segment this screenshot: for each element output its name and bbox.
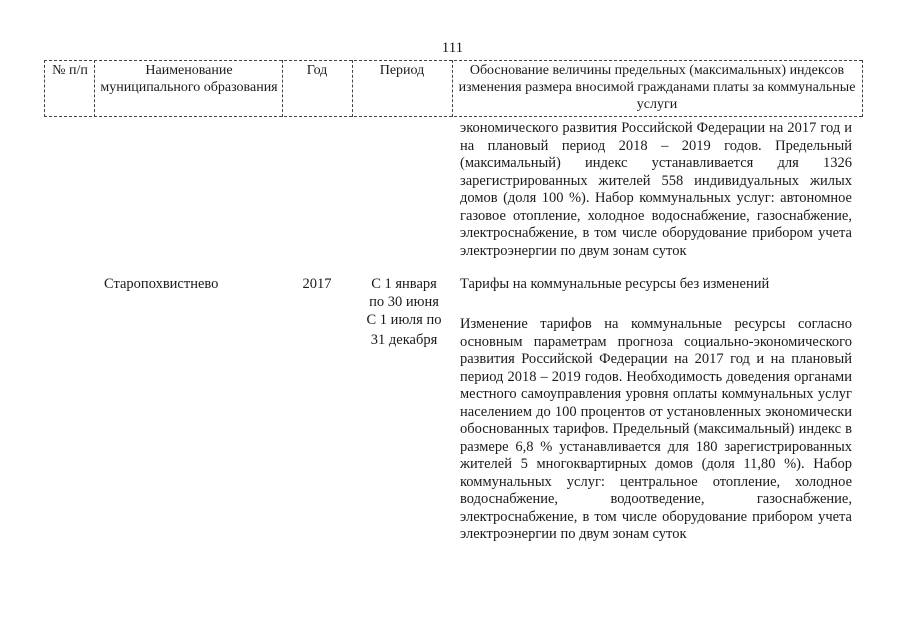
justification-second-half: Изменение тарифов на коммунальные ресурсы согласно основным параметрам прогноза социально-экономического развития Российской Федерации на 2017 год и на плановый период 2018 – 2019 годов. Необходимость доведения органами местного самоуправления уровня оплаты коммунальных услуг населением до 100 процентов от установленных экономически обоснованных тарифов. Предельный (максимальный) индекс в размере 6,8 % устанавливается для 180 зарегистрированных жителей 5 многоквартирных домов (доля 11,80 %). Набор коммунальных услуг: центральное отопление, холодное водоснабжение, водоотведение, газоснабжение, электроснабжение, в том числе оборудование прибором учета электроэнергии по двум зонам суток: [460, 316, 852, 542]
column-divider: [352, 60, 353, 117]
header-period: Период: [379, 63, 425, 78]
page-number: 111: [441, 40, 464, 56]
continuation-text: экономического развития Российской Федерации на 2017 год и на плановый период 2018 – 2019 годов. Предельный (максимальный) индекс устанавливается для 1326 зарегистрированных жителей 558 индивидуальных жилых домов (доля 100 %). Набор коммунальных услуг: автономное газовое отопление, холодное водоснабжение, газоснабжение, электроснабжение, в том числе оборудование прибором учета электроэнергии по двум зонам суток: [460, 120, 852, 259]
header-number: № п/п: [52, 63, 88, 78]
column-divider: [282, 60, 283, 117]
table-header-top-rule: [44, 60, 862, 61]
column-divider: [452, 60, 453, 117]
municipality-name: Старопохвистнево: [104, 276, 219, 292]
justification-second-half-cell: [460, 316, 852, 544]
row-year: 2017: [302, 276, 332, 292]
period-second-half: С 1 июля по 31 декабря: [366, 312, 442, 348]
continuation-text-cell: [460, 120, 852, 260]
header-justification: Обоснование величины предельных (максимальных) индексов изменения размера вносимой гражданами платы за коммунальные услуги: [458, 63, 856, 112]
column-divider: [862, 60, 863, 117]
column-divider: [94, 60, 95, 117]
header-year: Год: [306, 63, 328, 78]
justification-first-half-cell: [460, 276, 852, 294]
header-municipality: Наименование муниципального образования: [100, 63, 278, 95]
period-first-half: С 1 января по 30 июня: [369, 276, 439, 310]
table-header-bottom-rule: [44, 116, 862, 117]
column-divider: [44, 60, 45, 117]
justification-first-half: Тарифы на коммунальные ресурсы без изменений: [460, 276, 770, 292]
